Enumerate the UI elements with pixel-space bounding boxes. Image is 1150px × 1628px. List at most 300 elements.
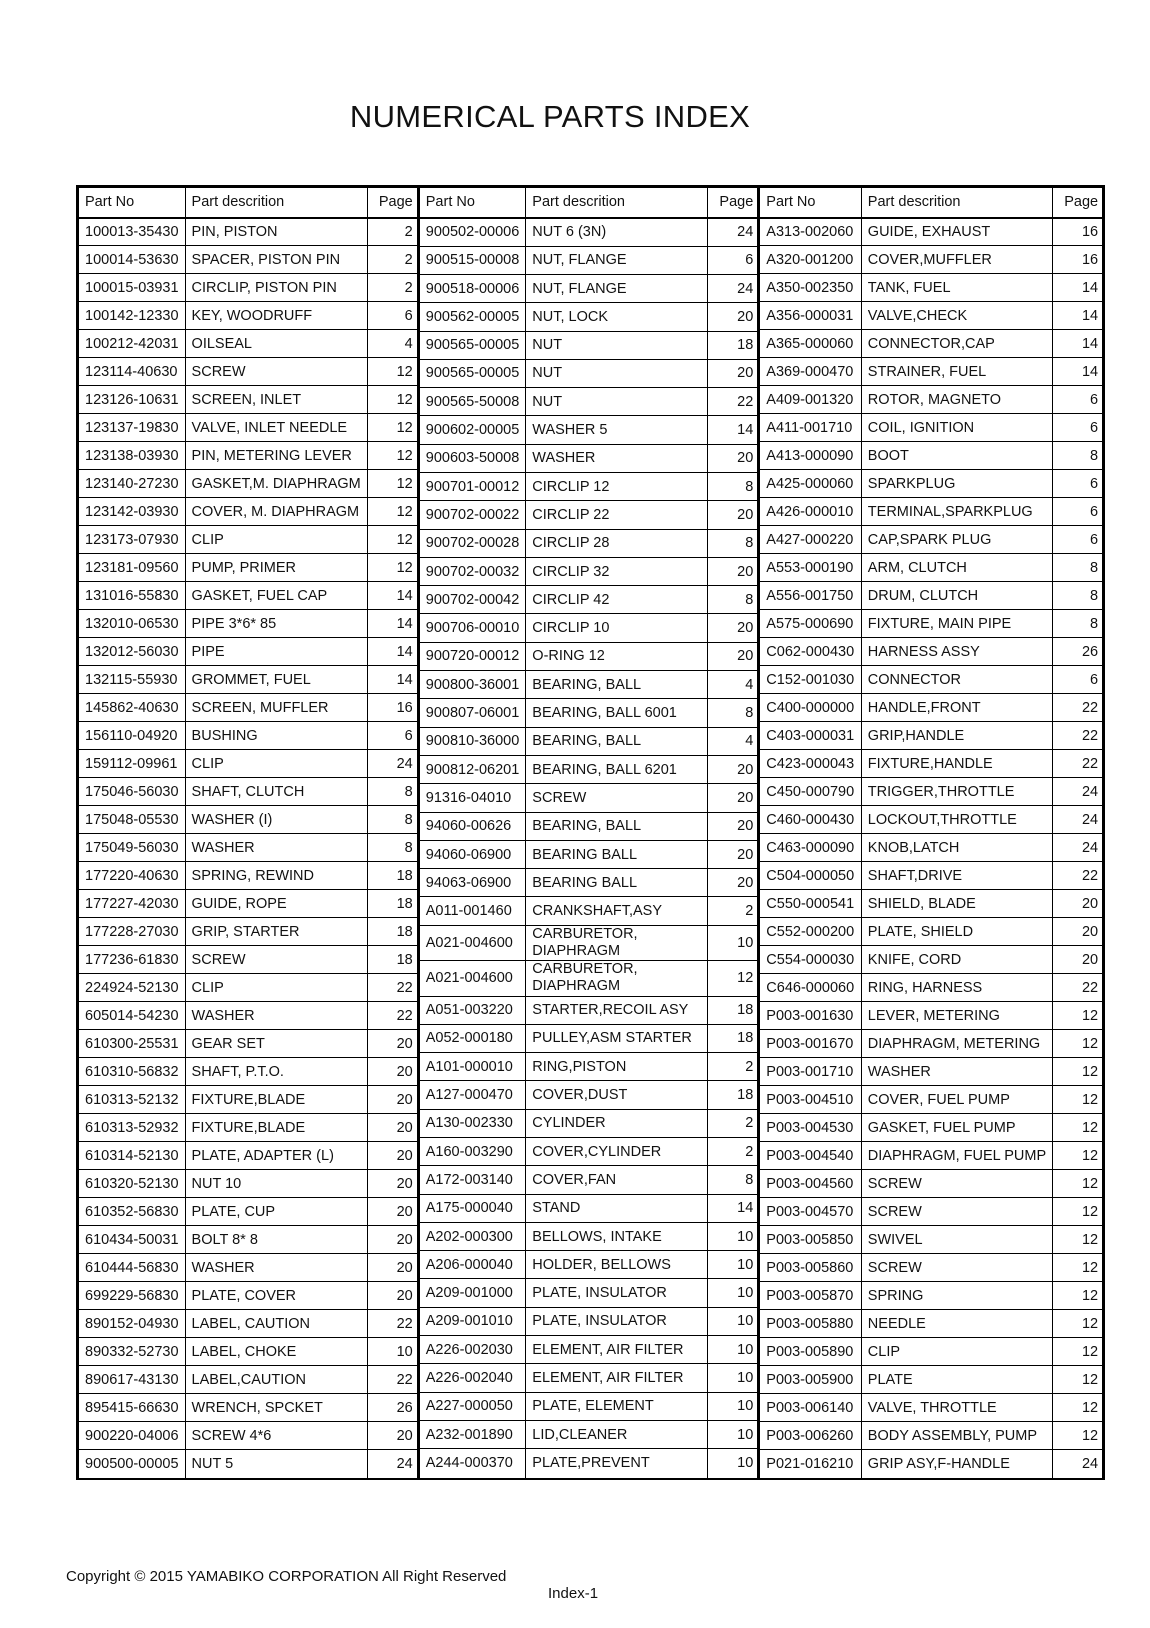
table-row <box>419 642 758 670</box>
page-ref: 12 <box>367 526 417 554</box>
part-description: BOOT <box>861 442 1052 470</box>
page-ref: 18 <box>708 1024 758 1052</box>
page-ref: 10 <box>708 1307 758 1335</box>
table-row <box>419 529 758 557</box>
page-ref: 20 <box>708 840 758 868</box>
part-description: BEARING, BALL 6001 <box>526 699 708 727</box>
part-description: BEARING, BALL <box>526 812 708 840</box>
part-description: GEAR SET <box>185 1030 367 1058</box>
part-no: 900812-06201 <box>419 755 526 783</box>
page-ref: 2 <box>708 1053 758 1081</box>
table-row <box>419 840 758 868</box>
part-no: A369-000470 <box>759 358 861 386</box>
part-no: P003-004540 <box>759 1142 861 1170</box>
page-ref: 4 <box>708 727 758 755</box>
table-row <box>759 1422 1102 1450</box>
table-row <box>79 946 418 974</box>
table-row <box>419 557 758 585</box>
part-no: 100014-53630 <box>79 246 186 274</box>
table-row <box>79 1226 418 1254</box>
table-row <box>759 526 1102 554</box>
table-row <box>419 869 758 897</box>
part-no: 100212-42031 <box>79 330 186 358</box>
part-no: 145862-40630 <box>79 694 186 722</box>
part-no: P003-001670 <box>759 1030 861 1058</box>
page-ref: 10 <box>708 1420 758 1448</box>
table-row <box>759 1310 1102 1338</box>
part-no: A411-001710 <box>759 414 861 442</box>
part-no: 900720-00012 <box>419 642 526 670</box>
table-row <box>419 218 758 246</box>
table-row <box>79 442 418 470</box>
part-no: 175049-56030 <box>79 834 186 862</box>
parts-column-1 <box>78 187 418 1478</box>
part-description: NUT <box>526 359 708 387</box>
part-description: ARM, CLUTCH <box>861 554 1052 582</box>
part-description: CRANKSHAFT,ASY <box>526 897 708 925</box>
page-ref: 12 <box>708 961 758 996</box>
part-description: TERMINAL,SPARKPLUG <box>861 498 1052 526</box>
page-ref: 22 <box>1053 694 1103 722</box>
table-row <box>759 246 1102 274</box>
part-no: A021-004600 <box>419 961 526 996</box>
table-row <box>419 1137 758 1165</box>
part-description: COVER, M. DIAPHRAGM <box>185 498 367 526</box>
table-row <box>419 1222 758 1250</box>
part-description: SCREEN, INLET <box>185 386 367 414</box>
page-ref: 14 <box>708 1194 758 1222</box>
table-row <box>759 918 1102 946</box>
table-row <box>79 1282 418 1310</box>
page-ref: 12 <box>1053 1170 1103 1198</box>
page-ref: 6 <box>1053 666 1103 694</box>
part-description: CARBURETOR, DIAPHRAGM <box>526 961 708 996</box>
page-ref: 14 <box>708 416 758 444</box>
part-description: RING,PISTON <box>526 1053 708 1081</box>
table-row <box>79 246 418 274</box>
part-description: PLATE, COVER <box>185 1282 367 1310</box>
part-description: GUIDE, EXHAUST <box>861 218 1052 246</box>
page-ref: 20 <box>708 869 758 897</box>
part-no: P003-006260 <box>759 1422 861 1450</box>
table-row <box>759 274 1102 302</box>
part-description: SCREW <box>861 1170 1052 1198</box>
page-ref: 12 <box>1053 1310 1103 1338</box>
parts-index-table <box>76 185 1105 1480</box>
part-description: WRENCH, SPCKET <box>185 1394 367 1422</box>
part-description: SPACER, PISTON PIN <box>185 246 367 274</box>
part-description: WASHER <box>185 834 367 862</box>
copyright-notice: Copyright © 2015 YAMABIKO CORPORATION All Right Reserved <box>66 1568 507 1585</box>
table-row <box>79 974 418 1002</box>
table-row <box>419 1166 758 1194</box>
page-ref: 8 <box>708 586 758 614</box>
page-ref: 18 <box>367 862 417 890</box>
part-no: A021-004600 <box>419 925 526 960</box>
table-row <box>759 442 1102 470</box>
page-ref: 8 <box>367 778 417 806</box>
part-description: CARBURETOR, DIAPHRAGM <box>526 925 708 960</box>
table-row <box>79 218 418 246</box>
page-ref: 16 <box>1053 218 1103 246</box>
page-ref: 20 <box>367 1198 417 1226</box>
page-ref: 6 <box>708 246 758 274</box>
part-description: COVER,FAN <box>526 1166 708 1194</box>
page-ref: 24 <box>1053 778 1103 806</box>
table-row <box>79 1114 418 1142</box>
part-description: WASHER <box>185 1002 367 1030</box>
part-description: CLIP <box>185 974 367 1002</box>
table-row <box>419 246 758 274</box>
part-no: C460-000430 <box>759 806 861 834</box>
page-ref: 6 <box>367 722 417 750</box>
part-description: PLATE, ELEMENT <box>526 1392 708 1420</box>
part-description: SCREW <box>185 946 367 974</box>
page-ref: 8 <box>708 699 758 727</box>
page-ref: 22 <box>367 974 417 1002</box>
table-row <box>419 1024 758 1052</box>
table-row <box>419 1081 758 1109</box>
table-row <box>759 414 1102 442</box>
part-no: A413-000090 <box>759 442 861 470</box>
part-description: SPRING, REWIND <box>185 862 367 890</box>
page-ref: 18 <box>708 331 758 359</box>
part-no: P003-004510 <box>759 1086 861 1114</box>
page-ref: 12 <box>1053 1366 1103 1394</box>
table-row <box>759 1198 1102 1226</box>
part-no: 900701-00012 <box>419 473 526 501</box>
page-ref: 24 <box>367 750 417 778</box>
part-no: 900603-50008 <box>419 444 526 472</box>
part-no: A426-000010 <box>759 498 861 526</box>
part-no: 175048-05530 <box>79 806 186 834</box>
part-description: SHAFT, P.T.O. <box>185 1058 367 1086</box>
page-ref: 10 <box>708 1251 758 1279</box>
page-ref: 20 <box>367 1142 417 1170</box>
page-ref: 12 <box>1053 1142 1103 1170</box>
part-description: COVER,CYLINDER <box>526 1137 708 1165</box>
page-ref: 22 <box>1053 750 1103 778</box>
part-description: CIRCLIP 12 <box>526 473 708 501</box>
table-row <box>419 1053 758 1081</box>
page-ref: 22 <box>367 1002 417 1030</box>
header-row <box>79 188 418 218</box>
table-row <box>79 1338 418 1366</box>
page-ref: 6 <box>1053 414 1103 442</box>
part-no: A320-001200 <box>759 246 861 274</box>
table-row <box>419 501 758 529</box>
part-description: FIXTURE,BLADE <box>185 1114 367 1142</box>
part-description: KEY, WOODRUFF <box>185 302 367 330</box>
part-no: 177227-42030 <box>79 890 186 918</box>
part-no: C423-000043 <box>759 750 861 778</box>
table-row <box>759 498 1102 526</box>
table-row <box>79 694 418 722</box>
table-row <box>79 1142 418 1170</box>
page-ref: 8 <box>367 834 417 862</box>
page-ref: 2 <box>367 218 417 246</box>
page-ref: 6 <box>1053 386 1103 414</box>
part-description: NUT <box>526 388 708 416</box>
page-ref: 20 <box>1053 918 1103 946</box>
table-row <box>419 1364 758 1392</box>
page-ref: 20 <box>708 642 758 670</box>
part-no: 895415-66630 <box>79 1394 186 1422</box>
part-no: C550-000541 <box>759 890 861 918</box>
table-row <box>79 1450 418 1478</box>
table-row <box>79 806 418 834</box>
part-description: SHAFT, CLUTCH <box>185 778 367 806</box>
table-row <box>419 996 758 1024</box>
part-no: 224924-52130 <box>79 974 186 1002</box>
page-ref: 12 <box>1053 1198 1103 1226</box>
part-no: P003-005870 <box>759 1282 861 1310</box>
part-description: HOLDER, BELLOWS <box>526 1251 708 1279</box>
part-description: GROMMET, FUEL <box>185 666 367 694</box>
part-description: CIRCLIP, PISTON PIN <box>185 274 367 302</box>
part-no: 610300-25531 <box>79 1030 186 1058</box>
table-row <box>759 778 1102 806</box>
part-description: BEARING BALL <box>526 840 708 868</box>
part-description: DRUM, CLUTCH <box>861 582 1052 610</box>
header-row <box>419 188 758 218</box>
page-ref: 8 <box>1053 610 1103 638</box>
page-number: Index-1 <box>548 1585 599 1602</box>
table-row <box>759 974 1102 1002</box>
part-description: BEARING, BALL 6201 <box>526 755 708 783</box>
part-description: GRIP, STARTER <box>185 918 367 946</box>
part-description: KNIFE, CORD <box>861 946 1052 974</box>
part-no: 91316-04010 <box>419 784 526 812</box>
part-description: GASKET, FUEL CAP <box>185 582 367 610</box>
table-row <box>419 699 758 727</box>
part-description: TANK, FUEL <box>861 274 1052 302</box>
part-no: A051-003220 <box>419 996 526 1024</box>
page-ref: 20 <box>367 1170 417 1198</box>
page-ref: 22 <box>1053 862 1103 890</box>
part-description: CONNECTOR <box>861 666 1052 694</box>
page-ref: 24 <box>1053 806 1103 834</box>
page-ref: 20 <box>367 1058 417 1086</box>
part-description: NEEDLE <box>861 1310 1052 1338</box>
part-no: P003-005860 <box>759 1254 861 1282</box>
part-description: COVER,MUFFLER <box>861 246 1052 274</box>
table-row <box>419 1279 758 1307</box>
table-row <box>79 750 418 778</box>
part-no: A209-001000 <box>419 1279 526 1307</box>
part-no: 100142-12330 <box>79 302 186 330</box>
page-ref: 22 <box>1053 974 1103 1002</box>
page-ref: 24 <box>1053 1450 1103 1478</box>
part-no: C400-000000 <box>759 694 861 722</box>
part-description: ROTOR, MAGNETO <box>861 386 1052 414</box>
table-row <box>419 388 758 416</box>
page-ref: 16 <box>1053 246 1103 274</box>
table-row <box>759 470 1102 498</box>
part-no: A101-000010 <box>419 1053 526 1081</box>
part-no: 900220-04006 <box>79 1422 186 1450</box>
part-description: WASHER <box>185 1254 367 1282</box>
part-no: 94060-06900 <box>419 840 526 868</box>
page-ref: 16 <box>367 694 417 722</box>
part-no: 699229-56830 <box>79 1282 186 1310</box>
table-row <box>419 961 758 996</box>
page-ref: 10 <box>367 1338 417 1366</box>
part-description: SCREW <box>861 1254 1052 1282</box>
part-no: 900502-00006 <box>419 218 526 246</box>
page-ref: 8 <box>708 473 758 501</box>
page-ref: 20 <box>367 1282 417 1310</box>
page-ref: 20 <box>708 614 758 642</box>
page-ref: 24 <box>708 274 758 302</box>
page-ref: 14 <box>1053 330 1103 358</box>
header-description: Part descrition <box>526 188 708 218</box>
page-ref: 14 <box>1053 302 1103 330</box>
part-description: NUT 6 (3N) <box>526 218 708 246</box>
page-ref: 20 <box>708 359 758 387</box>
table-row <box>419 897 758 925</box>
part-no: A206-000040 <box>419 1251 526 1279</box>
part-no: 610313-52932 <box>79 1114 186 1142</box>
table-row <box>79 610 418 638</box>
part-description: CIRCLIP 10 <box>526 614 708 642</box>
page-ref: 12 <box>1053 1338 1103 1366</box>
part-no: 900518-00006 <box>419 274 526 302</box>
page-ref: 12 <box>1053 1422 1103 1450</box>
table-row <box>79 414 418 442</box>
page-ref: 20 <box>367 1114 417 1142</box>
part-no: A553-000190 <box>759 554 861 582</box>
page-ref: 2 <box>708 1109 758 1137</box>
page-ref: 18 <box>708 1081 758 1109</box>
part-description: OILSEAL <box>185 330 367 358</box>
table-row <box>79 1422 418 1450</box>
part-description: CIRCLIP 32 <box>526 557 708 585</box>
part-description: BEARING, BALL <box>526 671 708 699</box>
part-description: LOCKOUT,THROTTLE <box>861 806 1052 834</box>
table-row <box>79 330 418 358</box>
table-row <box>759 1394 1102 1422</box>
part-no: 123181-09560 <box>79 554 186 582</box>
table-row <box>759 946 1102 974</box>
part-no: 156110-04920 <box>79 722 186 750</box>
part-no: A244-000370 <box>419 1449 526 1478</box>
part-description: NUT, LOCK <box>526 303 708 331</box>
page-ref: 26 <box>367 1394 417 1422</box>
part-no: A052-000180 <box>419 1024 526 1052</box>
part-no: P003-004560 <box>759 1170 861 1198</box>
part-no: 132012-56030 <box>79 638 186 666</box>
page-ref: 12 <box>367 470 417 498</box>
part-description: BELLOWS, INTAKE <box>526 1222 708 1250</box>
table-row <box>79 834 418 862</box>
part-description: PIPE 3*6* 85 <box>185 610 367 638</box>
page-ref: 12 <box>367 554 417 582</box>
page-ref: 20 <box>367 1226 417 1254</box>
part-description: PLATE, INSULATOR <box>526 1307 708 1335</box>
table-row <box>759 1226 1102 1254</box>
page-ref: 20 <box>1053 946 1103 974</box>
part-no: A226-002030 <box>419 1336 526 1364</box>
table-row <box>419 1336 758 1364</box>
page-ref: 4 <box>367 330 417 358</box>
part-no: 123126-10631 <box>79 386 186 414</box>
part-description: PIPE <box>185 638 367 666</box>
part-no: A350-002350 <box>759 274 861 302</box>
table-row <box>419 1449 758 1478</box>
part-no: A160-003290 <box>419 1137 526 1165</box>
table-row <box>419 1392 758 1420</box>
table-row <box>759 1086 1102 1114</box>
page-ref: 22 <box>367 1366 417 1394</box>
part-no: C554-000030 <box>759 946 861 974</box>
part-no: 132010-06530 <box>79 610 186 638</box>
part-no: P003-005880 <box>759 1310 861 1338</box>
page-ref: 12 <box>1053 1002 1103 1030</box>
table-row <box>419 614 758 642</box>
page-ref: 12 <box>1053 1226 1103 1254</box>
part-no: C403-000031 <box>759 722 861 750</box>
part-no: 900565-00005 <box>419 331 526 359</box>
part-no: P003-004530 <box>759 1114 861 1142</box>
table-row <box>759 722 1102 750</box>
part-no: 123138-03930 <box>79 442 186 470</box>
part-description: SCREEN, MUFFLER <box>185 694 367 722</box>
page-ref: 24 <box>708 218 758 246</box>
table-row <box>419 1251 758 1279</box>
part-description: STRAINER, FUEL <box>861 358 1052 386</box>
header-page: Page <box>708 188 758 218</box>
part-description: PLATE, CUP <box>185 1198 367 1226</box>
table-row <box>419 1194 758 1222</box>
part-description: GUIDE, ROPE <box>185 890 367 918</box>
table-row <box>419 784 758 812</box>
part-no: A011-001460 <box>419 897 526 925</box>
table-row <box>419 812 758 840</box>
page-ref: 14 <box>1053 358 1103 386</box>
part-no: 610434-50031 <box>79 1226 186 1254</box>
table-row <box>759 1030 1102 1058</box>
part-no: A175-000040 <box>419 1194 526 1222</box>
header-part-no: Part No <box>759 188 861 218</box>
part-description: LABEL,CAUTION <box>185 1366 367 1394</box>
page-ref: 14 <box>367 582 417 610</box>
page-ref: 14 <box>1053 274 1103 302</box>
part-description: SHIELD, BLADE <box>861 890 1052 918</box>
part-description: WASHER (I) <box>185 806 367 834</box>
page-ref: 20 <box>367 1086 417 1114</box>
part-no: 175046-56030 <box>79 778 186 806</box>
part-description: GASKET,M. DIAPHRAGM <box>185 470 367 498</box>
part-description: SCREW 4*6 <box>185 1422 367 1450</box>
part-no: 94060-00626 <box>419 812 526 840</box>
part-description: SPARKPLUG <box>861 470 1052 498</box>
part-description: WASHER <box>861 1058 1052 1086</box>
table-row <box>419 473 758 501</box>
table-row <box>79 582 418 610</box>
part-no: A427-000220 <box>759 526 861 554</box>
table-row <box>79 666 418 694</box>
page-ref: 26 <box>1053 638 1103 666</box>
parts-column-2 <box>418 187 759 1478</box>
part-description: BEARING, BALL <box>526 727 708 755</box>
table-row <box>419 1420 758 1448</box>
page-ref: 4 <box>708 671 758 699</box>
page-ref: 10 <box>708 1222 758 1250</box>
part-description: SCREW <box>185 358 367 386</box>
table-row <box>79 1310 418 1338</box>
page-ref: 12 <box>1053 1394 1103 1422</box>
